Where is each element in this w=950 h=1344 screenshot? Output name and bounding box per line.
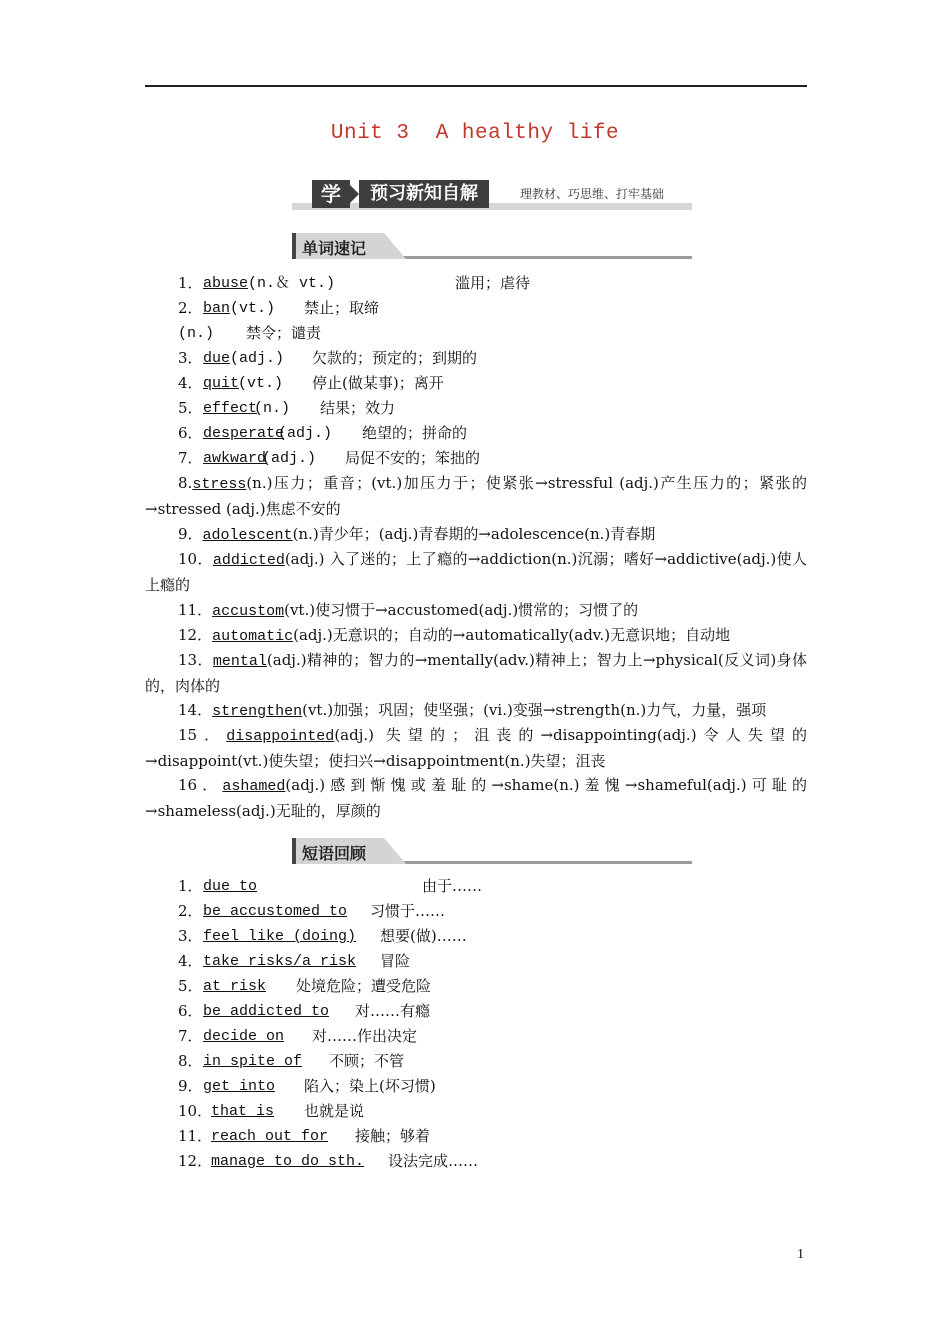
vocab-entry: 11．accustom(vt.)使习惯于→accustomed(adj.)惯常的；习惯了的: [178, 601, 639, 620]
vocab-entry: 13．mental(adj.)精神的；智力的→mentally(adv.)精神上；智力上→physical(反义词)身体的，肉体的: [145, 651, 807, 696]
vocab-entry: 15．disappointed(adj.) 失望的；沮丧的→disappointing(adj.)令人失望的→disappoint(vt.)使失望；使扫兴→disappointment(n.)失望；沮丧: [145, 726, 807, 771]
phrase-item: 9． get into 陷入；染上(坏习惯): [178, 1077, 436, 1095]
vocab-header: [292, 233, 692, 261]
banner-title: 预习新知自解: [359, 180, 489, 208]
vocab-item: 2． ban (vt.) 禁止；取缔: [178, 299, 380, 317]
section-banner: [292, 178, 692, 212]
phrase-item: 6． be addicted to 对……有瘾: [178, 1002, 431, 1020]
vocab-entry: 9．adolescent(n.)青少年；(adj.)青春期的→adolescence(n.)青春期: [178, 525, 656, 544]
phrase-item: 4． take risks/a risk 冒险: [178, 952, 411, 970]
banner-arrow-icon: [350, 185, 359, 203]
phrase-item: 11． reach out for 接触；够着: [178, 1127, 431, 1145]
phrase-item: 7． decide on 对……作出决定: [178, 1027, 418, 1045]
banner-subtitle: 理教材、巧思维、打牢基础: [520, 187, 665, 201]
phrase-item: 10． that is 也就是说: [178, 1102, 365, 1120]
vocab-entry: 8.stress(n.)压力；重音；(vt.)加压力于；使紧张→stressful (adj.)产生压力的；紧张的→stressed (adj.)焦虑不安的: [145, 474, 807, 519]
phrase-item: 8． in spite of 不顾；不管: [178, 1052, 405, 1070]
vocab-item: 5． effect (n.) 结果；效力: [178, 399, 396, 417]
phrase-item: 2． be accustomed to 习惯于……: [178, 902, 446, 920]
phrase-item: 5． at risk 处境危险；遭受危险: [178, 977, 432, 995]
vocab-item: 1． abuse (n.＆ vt.) 滥用；虐待: [178, 274, 531, 292]
vocab-entry: 14．strengthen(vt.)加强；巩固；使坚强；(vi.)变强→strength(n.)力气，力量，强项: [178, 701, 767, 720]
top-rule: [145, 85, 807, 87]
vocab-entry: 12．automatic(adj.)无意识的；自动的→automatically(adv.)无意识地；自动地: [178, 626, 731, 645]
vocab-item: 7． awkward (adj.) 局促不安的；笨拙的: [178, 449, 481, 467]
phrase-header: [292, 838, 692, 866]
vocab-item: (n.) 禁令；谴责: [178, 324, 322, 342]
phrase-item: 3． feel like (doing) 想要(做)……: [178, 927, 467, 945]
vocab-entry: 10．addicted(adj.) 入了迷的；上了瘾的→addiction(n.)沉溺；嗜好→addictive(adj.)使人上瘾的: [145, 550, 807, 595]
page-title: Unit 3 A healthy life: [330, 122, 620, 145]
phrase-header-label: 短语回顾: [302, 844, 367, 863]
vocab-item: 4． quit (vt.) 停止(做某事)；离开: [178, 374, 444, 392]
page-number: 1: [797, 1247, 804, 1262]
banner-badge: 学: [312, 180, 350, 208]
phrase-item: 1． due to 由于……: [178, 877, 483, 895]
vocab-entry: 16．ashamed(adj.)感到惭愧或羞耻的→shame(n.)羞愧→shameful(adj.)可耻的→shameless(adj.)无耻的，厚颜的: [145, 776, 808, 821]
vocab-item: 3． due (adj.) 欠款的；预定的；到期的: [178, 349, 478, 367]
vocab-header-label: 单词速记: [302, 239, 367, 258]
vocab-item: 6． desperate (adj.) 绝望的；拼命的: [178, 424, 468, 442]
phrase-item: 12． manage to do sth. 设法完成……: [178, 1152, 479, 1170]
